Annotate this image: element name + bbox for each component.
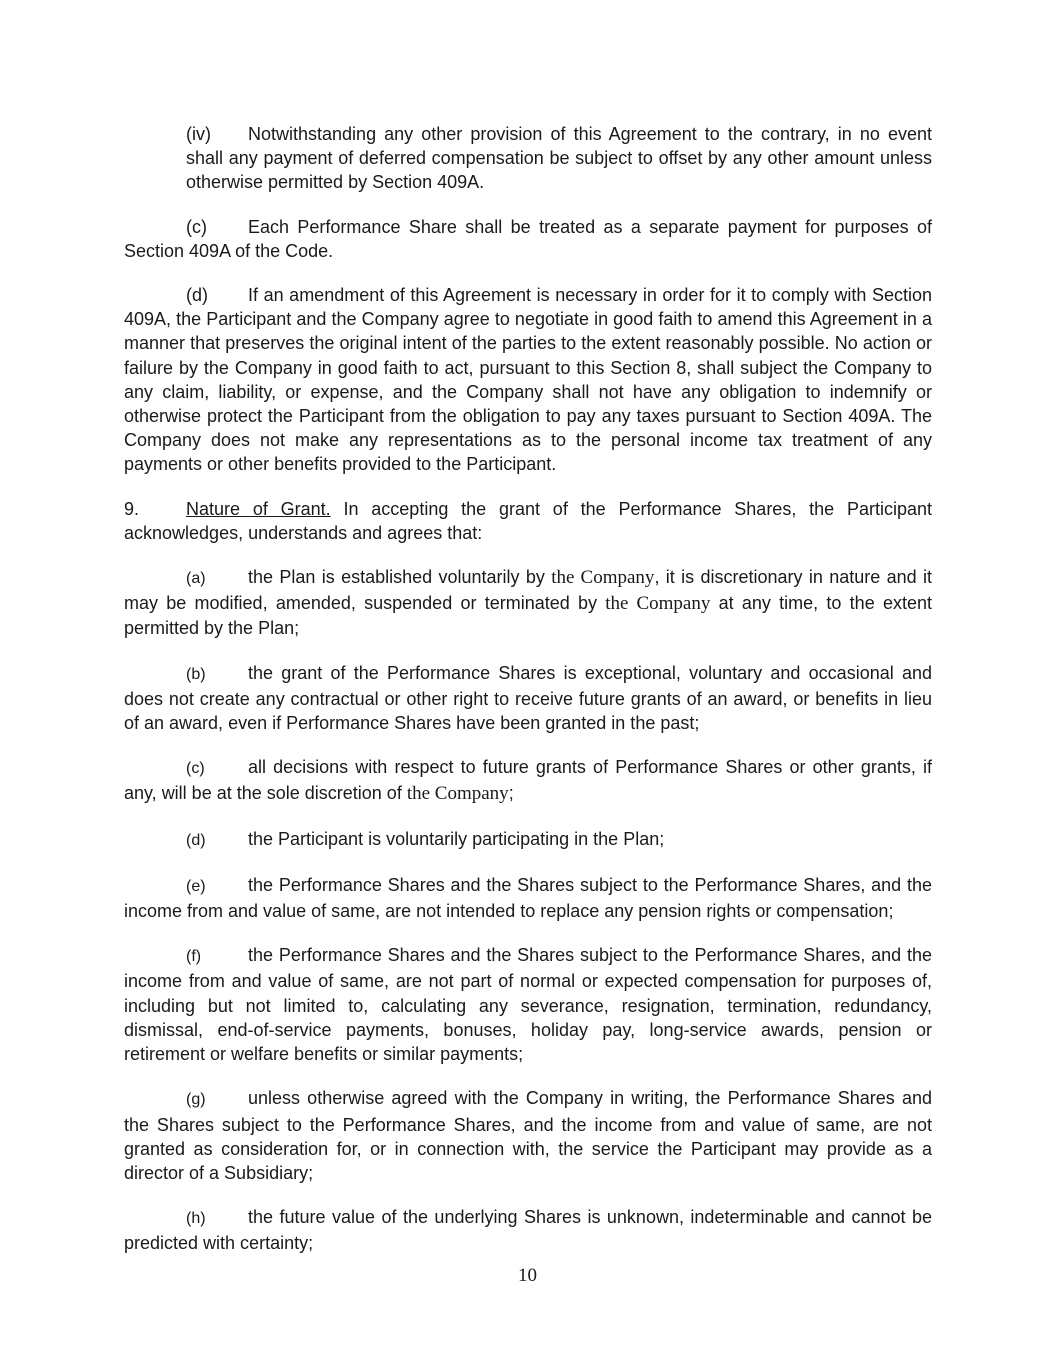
list-text: the Performance Shares and the Shares subject to the Performance Shares, and the income from and value of same, are not intended to replace any pension rights or compensation;: [124, 874, 932, 922]
paragraph-label: (iv): [186, 124, 211, 144]
list-label: (e): [186, 877, 206, 895]
document-page: [124, 122, 932, 1276]
list-label: (d): [186, 831, 206, 849]
paragraph-text: Each Performance Share shall be treated as a separate payment for purposes of Section 409A of the Code.: [124, 216, 932, 261]
paragraph-iv: [186, 122, 932, 195]
list-text: the future value of the underlying Shares is unknown, indeterminable and cannot be predicted with certainty;: [124, 1207, 932, 1254]
list-label: (c): [186, 760, 205, 778]
paragraph-c-409a: [124, 215, 932, 263]
list-text: the grant of the Performance Shares is exceptional, voluntary and occasional and does not create any contractual or other right to receive future grants of an award, or benefits in lieu of an award, even if Performance Shares have been granted in the past;: [124, 662, 932, 734]
list-item-f: [124, 943, 932, 1066]
list-label: (h): [186, 1210, 206, 1228]
paragraph-text: If an amendment of this Agreement is necessary in order for it to comply with Section 409A, the Participant and the Company agree to negotiate in good faith to amend this Agreement in a manner that preserves the original intent of the parties to the extent reasonably possible. No action or failure by the Company in good faith to act, pursuant to this Section 8, shall subject the Company to any claim, liability, or expense, and the Company shall not have any obligation to indemnify or otherwise protect the Participant from the obligation to pay any taxes pursuant to Section 409A. The Company does not make any representations as to the personal income tax treatment of any payments or other benefits provided to the Participant.: [124, 285, 932, 475]
paragraph-text: Notwithstanding any other provision of this Agreement to the contrary, in no event shall any payment of deferred compensation be subject to offset by any other amount unless otherwise permitted by Section 409A.: [186, 124, 932, 193]
list-item-e: [124, 873, 932, 923]
company-term: the Company: [551, 567, 655, 589]
list-label: (f): [186, 948, 202, 966]
section-9-nature-of-grant: [124, 497, 932, 545]
list-item-d: [124, 827, 932, 853]
section-number: 9.: [124, 498, 140, 519]
company-term: the Company: [605, 593, 711, 615]
page-number: 10: [518, 1265, 537, 1286]
list-item-c: (c) all decisions with respect to future grants of Performance Shares or other grants, if any, will be at the sole discretion of the Company;: [124, 757, 932, 805]
paragraph-label: (d): [186, 285, 208, 306]
list-text: the Performance Shares and the Shares subject to the Performance Shares, and the income from and value of same, are not part of normal or expected compensation for purposes of, including but not limited to, calculating any severance, resignation, termination, redundancy, dismissal, end-of-service payments, bonuses, holiday pay, long-service awards, pension or retirement or welfare benefits or similar payments;: [124, 945, 932, 1065]
list-text: unless otherwise agreed with the Company in writing, the Performance Shares and the Shares subject to the Performance Shares, and the income from and value of same, are not granted as consideration for, or in connection with, the service the Participant may provide as a director of a Subsidiary;: [124, 1088, 932, 1183]
paragraph-label: (c): [186, 216, 207, 237]
section-heading: Nature of Grant.: [186, 498, 331, 519]
list-item-b: [124, 661, 932, 736]
list-label: (b): [186, 665, 206, 683]
company-term: the Company: [406, 783, 509, 805]
list-label: (a): [186, 570, 206, 588]
list-item-g: [124, 1086, 932, 1185]
list-item-a: (a) the Plan is established voluntarily by the Company, it is discretionary in nature and it may be modified, amended, suspended or terminated by the Company at any time, to the extent permitted by the Plan;: [124, 567, 932, 639]
list-text: the Participant is voluntarily participating in the Plan;: [248, 828, 665, 849]
list-item-h: [124, 1205, 932, 1255]
paragraph-d-amendment: [124, 283, 932, 477]
section-text: In accepting the grant of the Performance Shares, the Participant acknowledges, understands and agrees that:: [124, 498, 932, 543]
list-label: (g): [186, 1091, 206, 1109]
